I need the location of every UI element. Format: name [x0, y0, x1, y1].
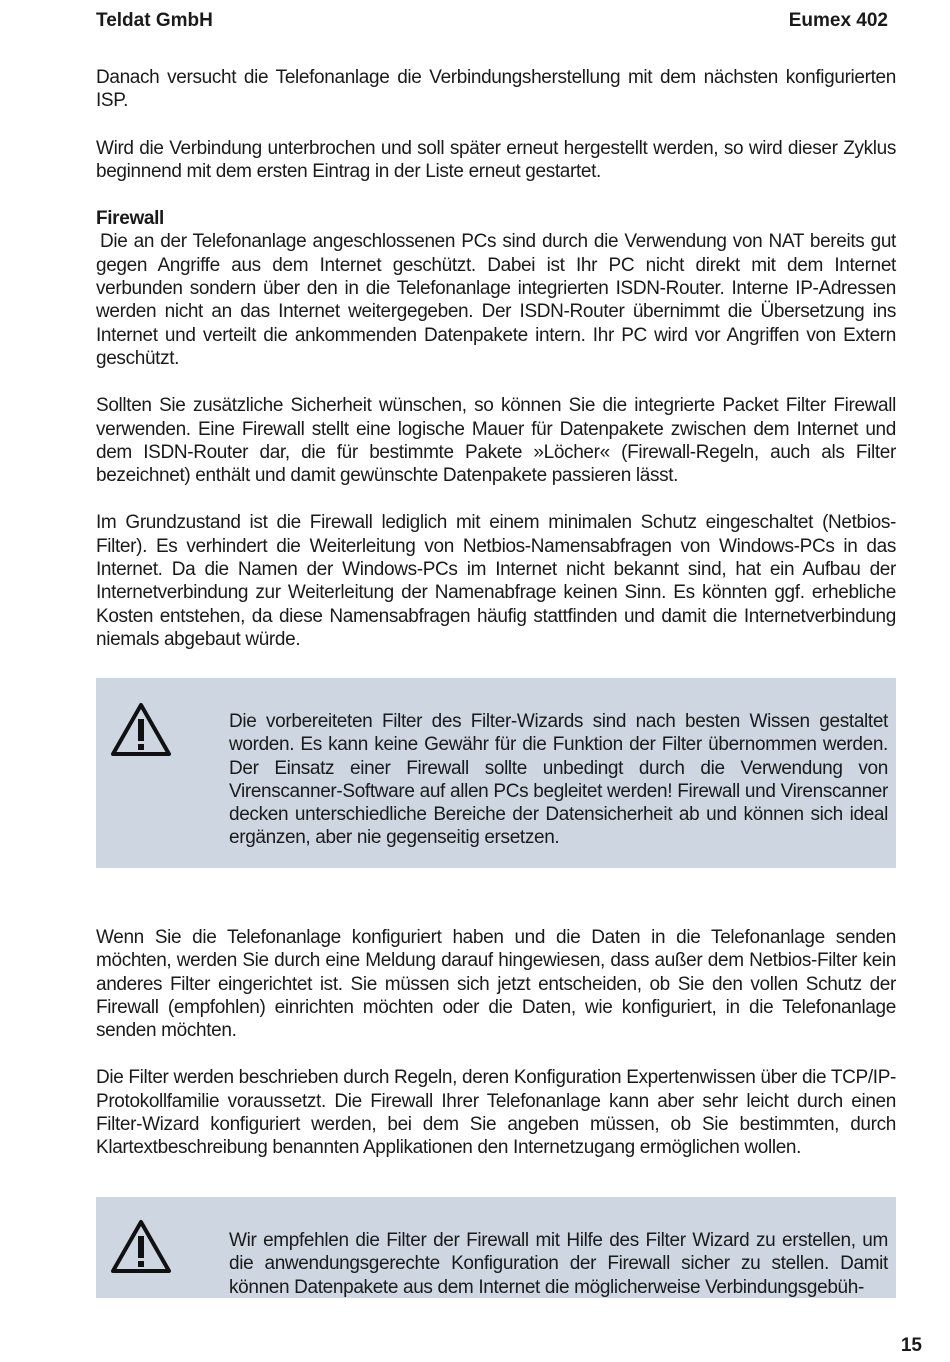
recommendation-note-text: Wir empfehlen die Filter der Firewall mit Hilfe des Filter Wizard zu erstellen, um die anwendungsgerechte Konfiguration der Firewall sicher zu stellen. Damit können Datenpakete aus dem Internet die möglicherweise Verbindungsgebüh- — [229, 1230, 888, 1298]
paragraph-filter-wizard: Die Filter werden beschrieben durch Regeln, deren Konfiguration Expertenwissen über die TCP/IP-Protokollfamilie voraussetzt. Die Firewall Ihrer Telefonanlage kann aber sehr leicht durch einen Filter-Wizard konfiguriert werden, bei dem Sie angeben müssen, ob Sie bestimmten, durch Klartextbeschreibung benannten Applikationen den Internetzugang ermöglichen wollen. — [96, 1067, 896, 1159]
page-number: 15 — [900, 1335, 922, 1356]
warning-note — [96, 678, 896, 868]
header-company: Teldat GmbH — [96, 10, 213, 31]
warning-note-text: Die vorbereiteten Filter des Filter-Wizards sind nach besten Wissen gestaltet worden. Es kann keine Gewähr für die Funktion der Filter übernommen werden. Der Einsatz einer Firewall sollte unbedingt durch die Verwendung von Virenscanner-Software auf allen PCs begleitet werden! Firewall und Virenscanner decken unterschiedliche Bereiche der Datensicherheit ab und können sich ideal ergänzen, aber nie gegenseitig ersetzen. — [229, 711, 888, 849]
firewall-heading: Firewall — [96, 208, 164, 230]
paragraph-cycle: Wird die Verbindung unterbrochen und soll später erneut hergestellt werden, so wird dieser Zyklus beginnend mit dem ersten Eintrag in der Liste erneut gestartet. — [96, 137, 896, 182]
paragraph-packet-filter: Sollten Sie zusätzliche Sicherheit wünschen, so können Sie die integrierte Packet Filter Firewall verwenden. Eine Firewall stellt eine logische Mauer für Datenpakete zwischen dem Internet und dem ISDN-Router dar, die für bestimmte Pakete »Löcher« (Firewall-Regeln, auch als Filter bezeichnet) enthält und damit gewünschte Datenpakete passieren lässt. — [96, 395, 896, 487]
paragraph-send-config: Wenn Sie die Telefonanlage konfiguriert haben und die Daten in die Telefonanlage senden möchten, werden Sie durch eine Meldung darauf hingewiesen, dass außer dem Netbios-Filter kein anderes Filter eingerichtet ist. Sie müssen sich jetzt entscheiden, ob Sie den vollen Schutz der Firewall (empfohlen) einrichten möchten oder die Daten, wie konfiguriert, in die Telefonanlage senden möchten. — [96, 927, 896, 1042]
paragraph-isp: Danach versucht die Telefonanlage die Verbindungsherstellung mit dem nächsten konfigurierten ISP. — [96, 67, 896, 112]
warning-triangle-icon — [110, 1219, 172, 1275]
paragraph-nat: Die an der Telefonanlage angeschlossenen PCs sind durch die Verwendung von NAT bereits gut gegen Angriffe aus dem Internet geschützt. Dabei ist Ihr PC nicht direkt mit dem Internet verbunden sondern über den in die Telefonanlage integrierten ISDN-Router. Interne IP-Adressen werden nicht an das Internet weitergegeben. Der ISDN-Router übernimmt die Übersetzung ins Internet und verteilt die ankommenden Datenpakete intern. Ihr PC wird vor Angriffen von Extern geschützt. — [96, 231, 896, 369]
header-product: Eumex 402 — [788, 10, 888, 31]
paragraph-netbios: Im Grundzustand ist die Firewall lediglich mit einem minimalen Schutz eingeschaltet (Netbios-Filter). Es verhindert die Weiterleitung von Netbios-Namensabfragen von Windows-PCs in das Internet. Da die Namen der Windows-PCs im Internet nicht bekannt sind, hat ein Aufbau der Internetverbindung zur Weiterleitung der Namenabfrage keinen Sinn. Es könnten ggf. erhebliche Kosten entstehen, da diese Namensabfragen häufig stattfinden und damit die Internetverbindung niemals abgebaut würde. — [96, 512, 896, 650]
recommendation-note — [96, 1197, 896, 1298]
main-content-bottom — [96, 926, 896, 1184]
warning-triangle-icon — [110, 702, 172, 758]
main-content-top — [96, 66, 896, 675]
